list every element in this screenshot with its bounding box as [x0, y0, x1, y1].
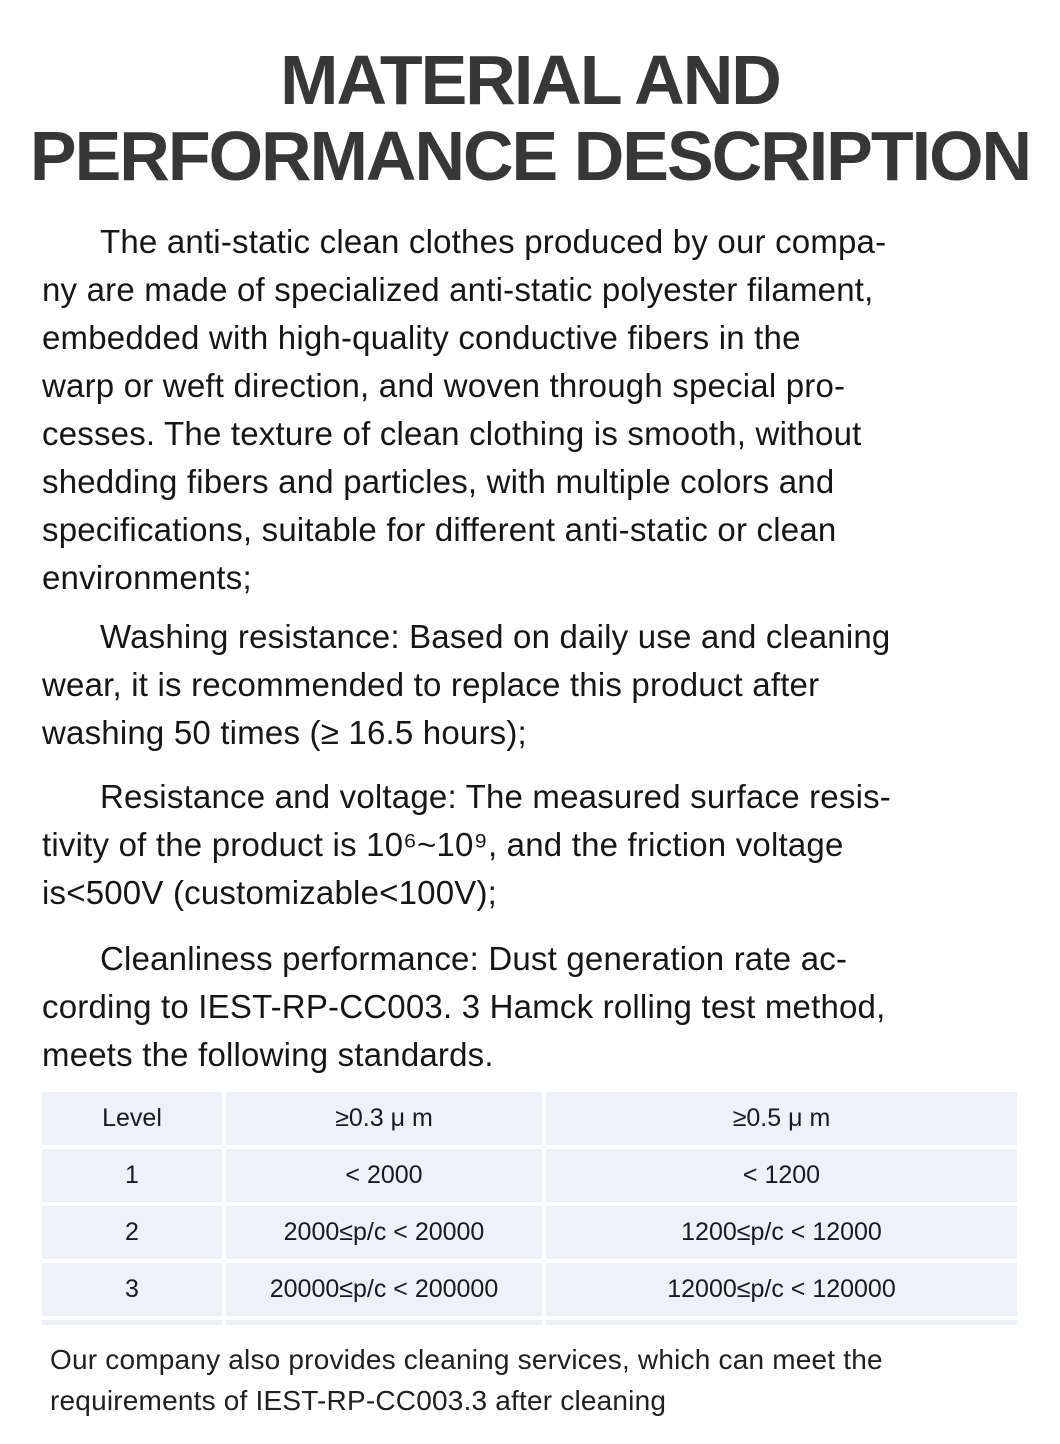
table-cell-0p5um: < 1200 [546, 1149, 1017, 1202]
paragraph-line: The anti-static clean clothes produced by our compa- [100, 223, 887, 260]
footnote-line-1: Our company also provides cleaning services, which can meet the [50, 1344, 883, 1375]
paragraph-line: cesses. The texture of clean clothing is smooth, without [42, 415, 862, 452]
table-cell-level: 3 [42, 1263, 222, 1316]
paragraph-line: ny are made of specialized anti-static polyester filament, [42, 271, 874, 308]
cleaning-service-note [50, 1339, 1000, 1421]
paragraph-line: wear, it is recommended to replace this product after [42, 666, 820, 703]
paragraph-line: environments; [42, 559, 252, 596]
page-title-line-1: MATERIAL AND [280, 41, 780, 119]
paragraph-line: warp or weft direction, and woven through special pro- [42, 367, 846, 404]
paragraph-material [42, 218, 1018, 602]
paragraph-line: is<500V (customizable<100V); [42, 874, 498, 911]
table-cell-0p5um: 1200≤p/c < 12000 [546, 1206, 1017, 1259]
page-title [0, 0, 1060, 194]
paragraph-washing-resistance [42, 613, 1018, 757]
table-cell-level: 2 [42, 1206, 222, 1259]
paragraph-line: shedding fibers and particles, with multiple colors and [42, 463, 835, 500]
dust-standards-table [42, 1092, 1018, 1325]
table-header-0p5um: ≥0.5 μ m [546, 1092, 1017, 1145]
paragraph-resistance-voltage [42, 773, 1018, 917]
table-partial-row-cell [546, 1320, 1017, 1325]
paragraph-line: cording to IEST-RP-CC003. 3 Hamck rolling test method, [42, 988, 886, 1025]
table-cell-0p3um: < 2000 [226, 1149, 542, 1202]
paragraph-line: washing 50 times (≥ 16.5 hours); [42, 714, 527, 751]
table-cell-level: 1 [42, 1149, 222, 1202]
page-title-line-2: PERFORMANCE DESCRIPTION [29, 117, 1031, 195]
table-cell-0p3um: 20000≤p/c < 200000 [226, 1263, 542, 1316]
paragraph-line: tivity of the product is 10⁶~10⁹, and the friction voltage [42, 826, 844, 863]
paragraph-line: Washing resistance: Based on daily use and cleaning [100, 618, 891, 655]
table-header-level: Level [42, 1092, 222, 1145]
paragraph-line: Resistance and voltage: The measured surface resis- [100, 778, 891, 815]
paragraph-cleanliness [42, 935, 1018, 1079]
table-cell-0p3um: 2000≤p/c < 20000 [226, 1206, 542, 1259]
footnote-line-2: requirements of IEST-RP-CC003.3 after cleaning [50, 1385, 667, 1416]
table-partial-row-cell [226, 1320, 542, 1325]
paragraph-line: meets the following standards. [42, 1036, 494, 1073]
table-partial-row-cell [42, 1320, 222, 1325]
paragraph-line: Cleanliness performance: Dust generation rate ac- [100, 940, 848, 977]
table-cell-0p5um: 12000≤p/c < 120000 [546, 1263, 1017, 1316]
paragraph-line: specifications, suitable for different anti-static or clean [42, 511, 837, 548]
paragraph-line: embedded with high-quality conductive fibers in the [42, 319, 801, 356]
table-header-0p3um: ≥0.3 μ m [226, 1092, 542, 1145]
